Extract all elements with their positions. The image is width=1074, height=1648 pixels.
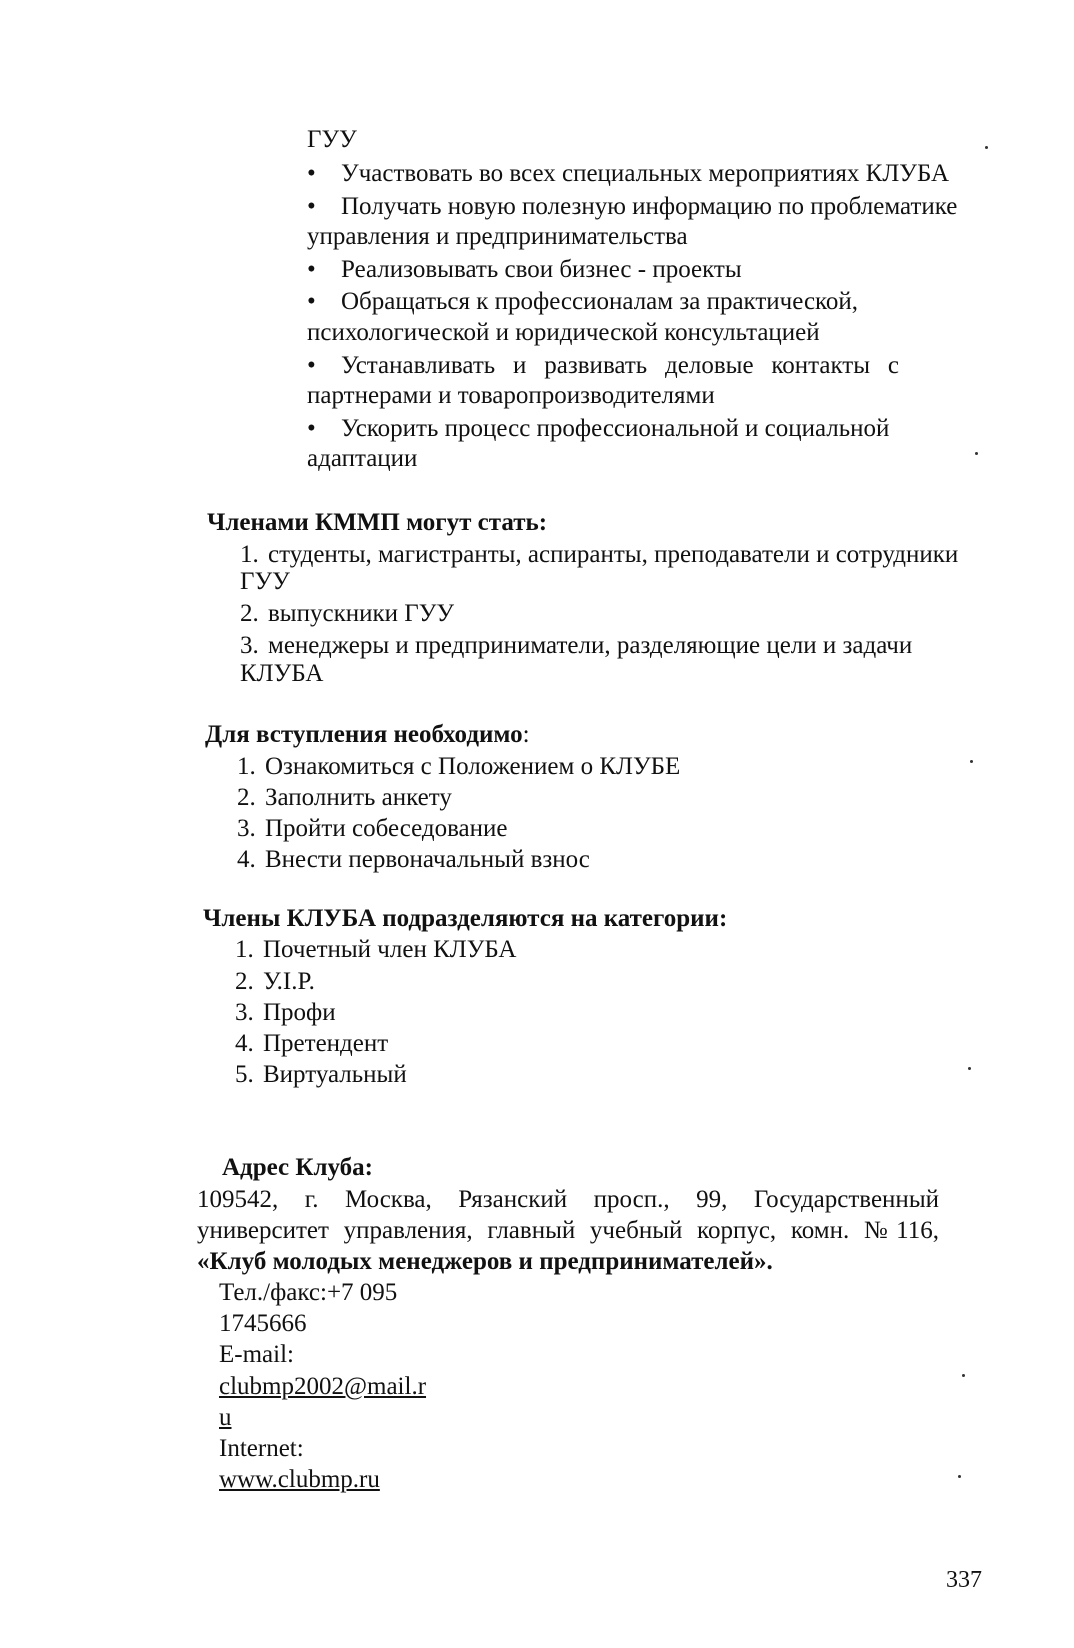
address-heading: Адрес Клуба: — [222, 1154, 374, 1181]
website-link[interactable]: www.clubmp.ru — [219, 1466, 380, 1493]
scan-speck — [968, 1067, 971, 1070]
list-item: 1. студенты, магистранты, аспиранты, преподаватели и сотрудники — [240, 541, 959, 568]
list-item-continuation: психологической и юридической консультацией — [307, 319, 820, 346]
list-item: • Реализовывать свои бизнес - проекты — [307, 254, 742, 286]
email-link-continuation[interactable]: u — [219, 1404, 232, 1431]
scan-speck — [970, 760, 973, 763]
scan-speck — [975, 452, 978, 455]
list-item-continuation: ГУУ — [240, 568, 290, 595]
list-item: 3. Профи — [235, 999, 336, 1026]
bullet-icon: • — [307, 193, 316, 220]
list-item: 3. Пройти собеседование — [237, 815, 508, 842]
page-number: 337 — [946, 1567, 982, 1593]
scan-speck — [985, 146, 988, 149]
scan-speck — [962, 1374, 965, 1377]
list-item: • Устанавливать и развивать деловые контакты с — [307, 350, 899, 382]
bullet-icon: • — [307, 256, 316, 283]
list-item: • Ускорить процесс профессиональной и социальной — [307, 413, 889, 445]
list-item-continuation: КЛУБА — [240, 660, 324, 687]
phone-number: 1745666 — [219, 1310, 307, 1337]
list-item-continuation: партнерами и товаропроизводителями — [307, 382, 715, 409]
bullet-icon: • — [307, 288, 316, 315]
bullet-icon: • — [307, 352, 316, 379]
list-item-continuation: управления и предпринимательства — [307, 223, 688, 250]
list-item: 2. Заполнить анкету — [237, 784, 452, 811]
list-item: • Получать новую полезную информацию по проблематике — [307, 191, 957, 223]
join-heading: Для вступления необходимо: — [205, 721, 530, 748]
list-item: • Участвовать во всех специальных мероприятиях КЛУБА — [307, 158, 949, 190]
members-heading: Членами КММП могут стать: — [207, 509, 548, 536]
bullet-icon: • — [307, 415, 316, 442]
list-item: 2. У.I.P. — [235, 968, 315, 995]
list-item: 1. Почетный член КЛУБА — [235, 936, 517, 963]
list-item: 5. Виртуальный — [235, 1061, 407, 1088]
list-item: 2. выпускники ГУУ — [240, 600, 455, 627]
address-line: университет управления, главный учебный корпус, комн. №116, — [197, 1217, 939, 1244]
address-line: 109542, г. Москва, Рязанский просп., 99, Государственный — [197, 1186, 939, 1213]
email-label: E-mail: — [219, 1341, 294, 1368]
categories-heading: Члены КЛУБА подразделяются на категории: — [203, 905, 728, 932]
list-item: 4. Внести первоначальный взнос — [237, 846, 590, 873]
list-item: • Обращаться к профессионалам за практической, — [307, 286, 858, 318]
bullet-icon: • — [307, 160, 316, 187]
list-item: 3. менеджеры и предприниматели, разделяющие цели и задачи — [240, 632, 913, 659]
rights-lead: ГУУ — [307, 126, 357, 153]
email-link[interactable]: clubmp2002@mail.r — [219, 1373, 427, 1400]
list-item: 1. Ознакомиться с Положением о КЛУБЕ — [237, 753, 681, 780]
internet-label: Internet: — [219, 1435, 304, 1462]
club-name: «Клуб молодых менеджеров и предпринимателей». — [197, 1248, 773, 1275]
phone-label: Тел./факс:+7 095 — [219, 1279, 398, 1306]
list-item: 4. Претендент — [235, 1030, 389, 1057]
list-item-continuation: адаптации — [307, 445, 418, 472]
scan-speck — [958, 1475, 961, 1478]
